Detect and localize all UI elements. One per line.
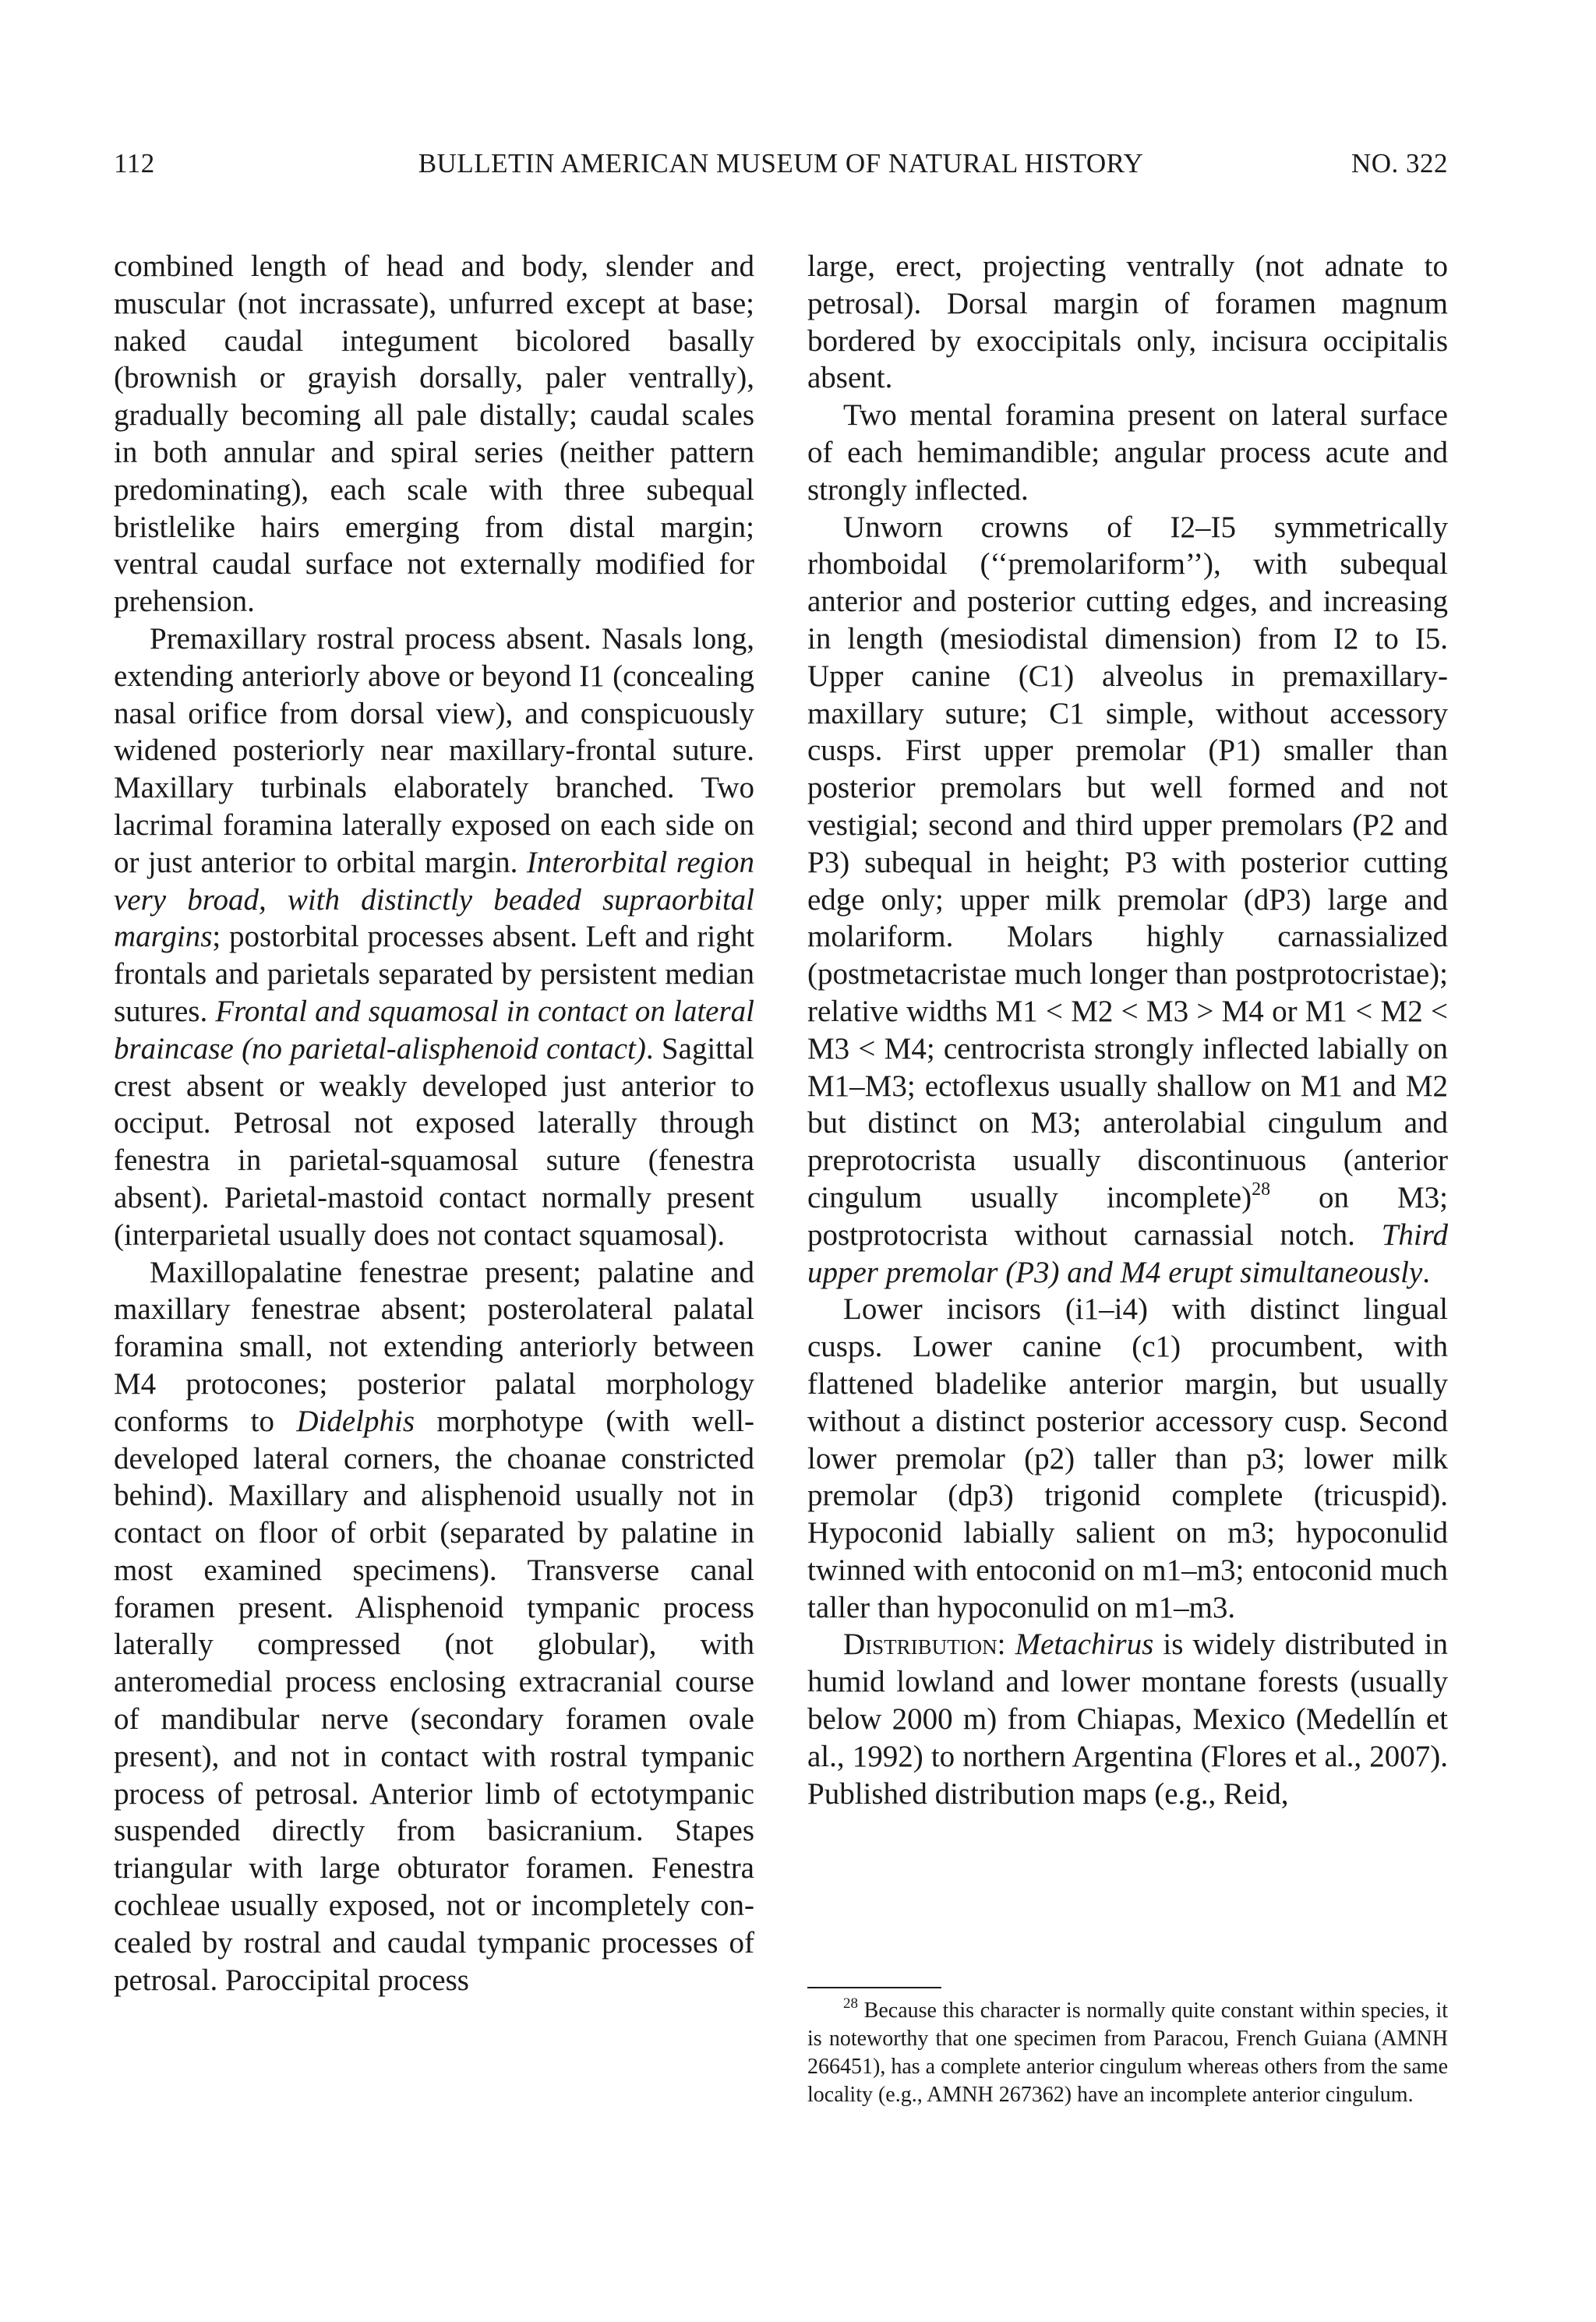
right-column xyxy=(807,248,1448,1812)
genus-name: Didelphis xyxy=(296,1404,415,1438)
paragraph-paroccipital xyxy=(807,248,1448,397)
paragraph-skull xyxy=(114,620,754,1254)
paragraph-text: Maxillopalatine fenestrae present; palatine and maxillary fenestrae absent; posterolateral palatal foramina small, not extending anteriorly between M4 protocones; posterior palatal morphology conforms to xyxy=(114,1255,754,1438)
genus-name: Metachirus xyxy=(1015,1628,1154,1662)
paragraph-lower-dentition xyxy=(807,1291,1448,1626)
footnote-rule xyxy=(807,1987,941,1988)
paragraph-text: . Sagittal crest absent or weakly developed just anterior to occiput. Petrosal not exposed laterally through fenestra in parietal-squamosal suture (fenestra absent). Parietal-mastoid contact normally present (interparietal usually does not contact squamosal). xyxy=(114,1031,754,1252)
italic-diagnostic-phrase: Third upper premolar (P3) and M4 erupt simultaneously xyxy=(807,1218,1448,1289)
paragraph-mandible xyxy=(807,397,1448,508)
paragraph-distribution xyxy=(807,1626,1448,1812)
footnote xyxy=(807,1997,1448,2109)
paragraph-palate-basicranium xyxy=(114,1254,754,1999)
paragraph-text: . xyxy=(1422,1255,1431,1289)
footnote-reference[interactable]: 28 xyxy=(1252,1179,1271,1200)
footnote-number: 28 xyxy=(843,1995,858,2012)
label-colon: : xyxy=(997,1628,1015,1662)
paragraph-text: ; postorbital processes absent. Left and right frontals and parietals separated by persistent median sutures. xyxy=(114,920,754,1028)
paragraph-text: combined length of head and body, slender and muscular (not incrassate), unfurred except at base; naked caudal integument bicolored basally (brownish or grayish dorsally, paler ventrally), gradually becoming all pale distally; caudal scales in both annular and spiral series (neither pattern predominating), each scale with three subequal bristlelike hairs emerging from distal margin; ventral caudal surface not externally modified for prehension. xyxy=(114,249,754,619)
paragraph-text: is widely distributed in humid lowland and lower montane forests (usually below 2000 m) from Chiapas, Mexico (Medellín et al., 1992) to northern Argentina (Flores et al., 2007). Published distribution maps (e.g., Reid, xyxy=(807,1628,1448,1811)
paragraph-text: large, erect, projecting ventrally (not adnate to petrosal). Dorsal margin of foramen magnum bordered by exoccipitals only, incisura occipitalis absent. xyxy=(807,249,1448,395)
journal-title: BULLETIN AMERICAN MUSEUM OF NATURAL HISTORY xyxy=(418,148,1144,178)
paragraph-text: Two mental foramina present on lateral surface of each hemimandible; angular process acute and strongly inflected. xyxy=(807,398,1448,507)
italic-diagnostic-phrase: Interorbital region very broad, with distinctly beaded supraorbital margins xyxy=(114,845,755,954)
footnote-text: Because this character is normally quite constant within species, it is noteworthy that one specimen from Paracou, French Guiana (AMNH 266451), has a complete anterior cingulum whereas others from the same locality (e.g., AMNH 267362) have an incomplete anterior cingulum. xyxy=(807,1999,1448,2107)
paragraph-text: morphotype (with well-developed lateral corners, the choanae constricted behind). Maxillary and alisphenoid usually not in contact on floor of orbit (separated by palatine in most examined specimens). Transverse canal foramen present. Alisphenoid tympanic process laterally compressed (not globular), with anteromedial process enclosing extracranial course of mandibular nerve (secondary foramen ovale present), and not in contact with rostral tympanic process of petrosal. Anterior limb of ectotympanic suspended directly from basicranium. Stapes triangular with large obturator foramen. Fenestra cochleae usually exposed, not or incompletely concealed by rostral and caudal tympanic processes of petrosal. Paroccipital process xyxy=(114,1404,754,1997)
page-number: 112 xyxy=(114,148,155,178)
italic-diagnostic-phrase: Frontal and squamosal in contact on lateral braincase (no parietal-alisphenoid contact) xyxy=(114,994,754,1066)
issue-number: NO. 322 xyxy=(1351,148,1448,178)
paragraph-text: Lower incisors (i1–i4) with distinct lingual cusps. Lower canine (c1) procumbent, with flattened bladelike anterior margin, but usually without a distinct posterior accessory cusp. Second lower premolar (p2) taller than p3; lower milk premolar (dp3) trigonid complete (tricuspid). Hypoconid labially salient on m3; hypoconulid twinned with entoconid on m1–m3; entoconid much taller than hypoconulid on m1–m3. xyxy=(807,1292,1448,1624)
paragraph-text: on M3; postprotocrista without carnassial notch. xyxy=(807,1180,1448,1252)
running-head xyxy=(114,145,1448,182)
paragraph-text: Premaxillary rostral process absent. Nasals long, extending anteriorly above or beyond I1 (concealing nasal orifice from dorsal view), and conspicuously widened posteriorly near maxillary-frontal suture. Maxillary turbinals elaborately branched. Two lacrimal foramina laterally exposed on each side on or just anterior to orbital margin. xyxy=(114,621,754,879)
paragraph-upper-dentition xyxy=(807,509,1448,1292)
left-column xyxy=(114,248,754,1999)
section-label: Distribution xyxy=(843,1628,998,1662)
paragraph-tail-description xyxy=(114,248,754,620)
paragraph-text: Unworn crowns of I2–I5 symmetrically rhomboidal (‘‘premolariform’’), with subequal anterior and posterior cutting edges, and increasing in length (mesiodistal dimension) from I2 to I5. Upper canine (C1) alveolus in premaxillary-maxillary suture; C1 simple, without accessory cusps. First upper premolar (P1) smaller than posterior premolars but well formed and not vestigial; second and third upper premolars (P2 and P3) subequal in height; P3 with posterior cutting edge only; upper milk premolar (dP3) large and molariform. Molars highly carnassialized (postmetacristae much longer than postprotocristae); relative widths M1 < M2 < M3 > M4 or M1 < M2 < M3 < M4; centrocrista strongly inflected labially on M1–M3; ectoflexus usually shallow on M1 and M2 but distinct on M3; anterolabial cingulum and preprotocrista usually discontinuous (anterior cingulum usually incomplete) xyxy=(807,510,1448,1214)
